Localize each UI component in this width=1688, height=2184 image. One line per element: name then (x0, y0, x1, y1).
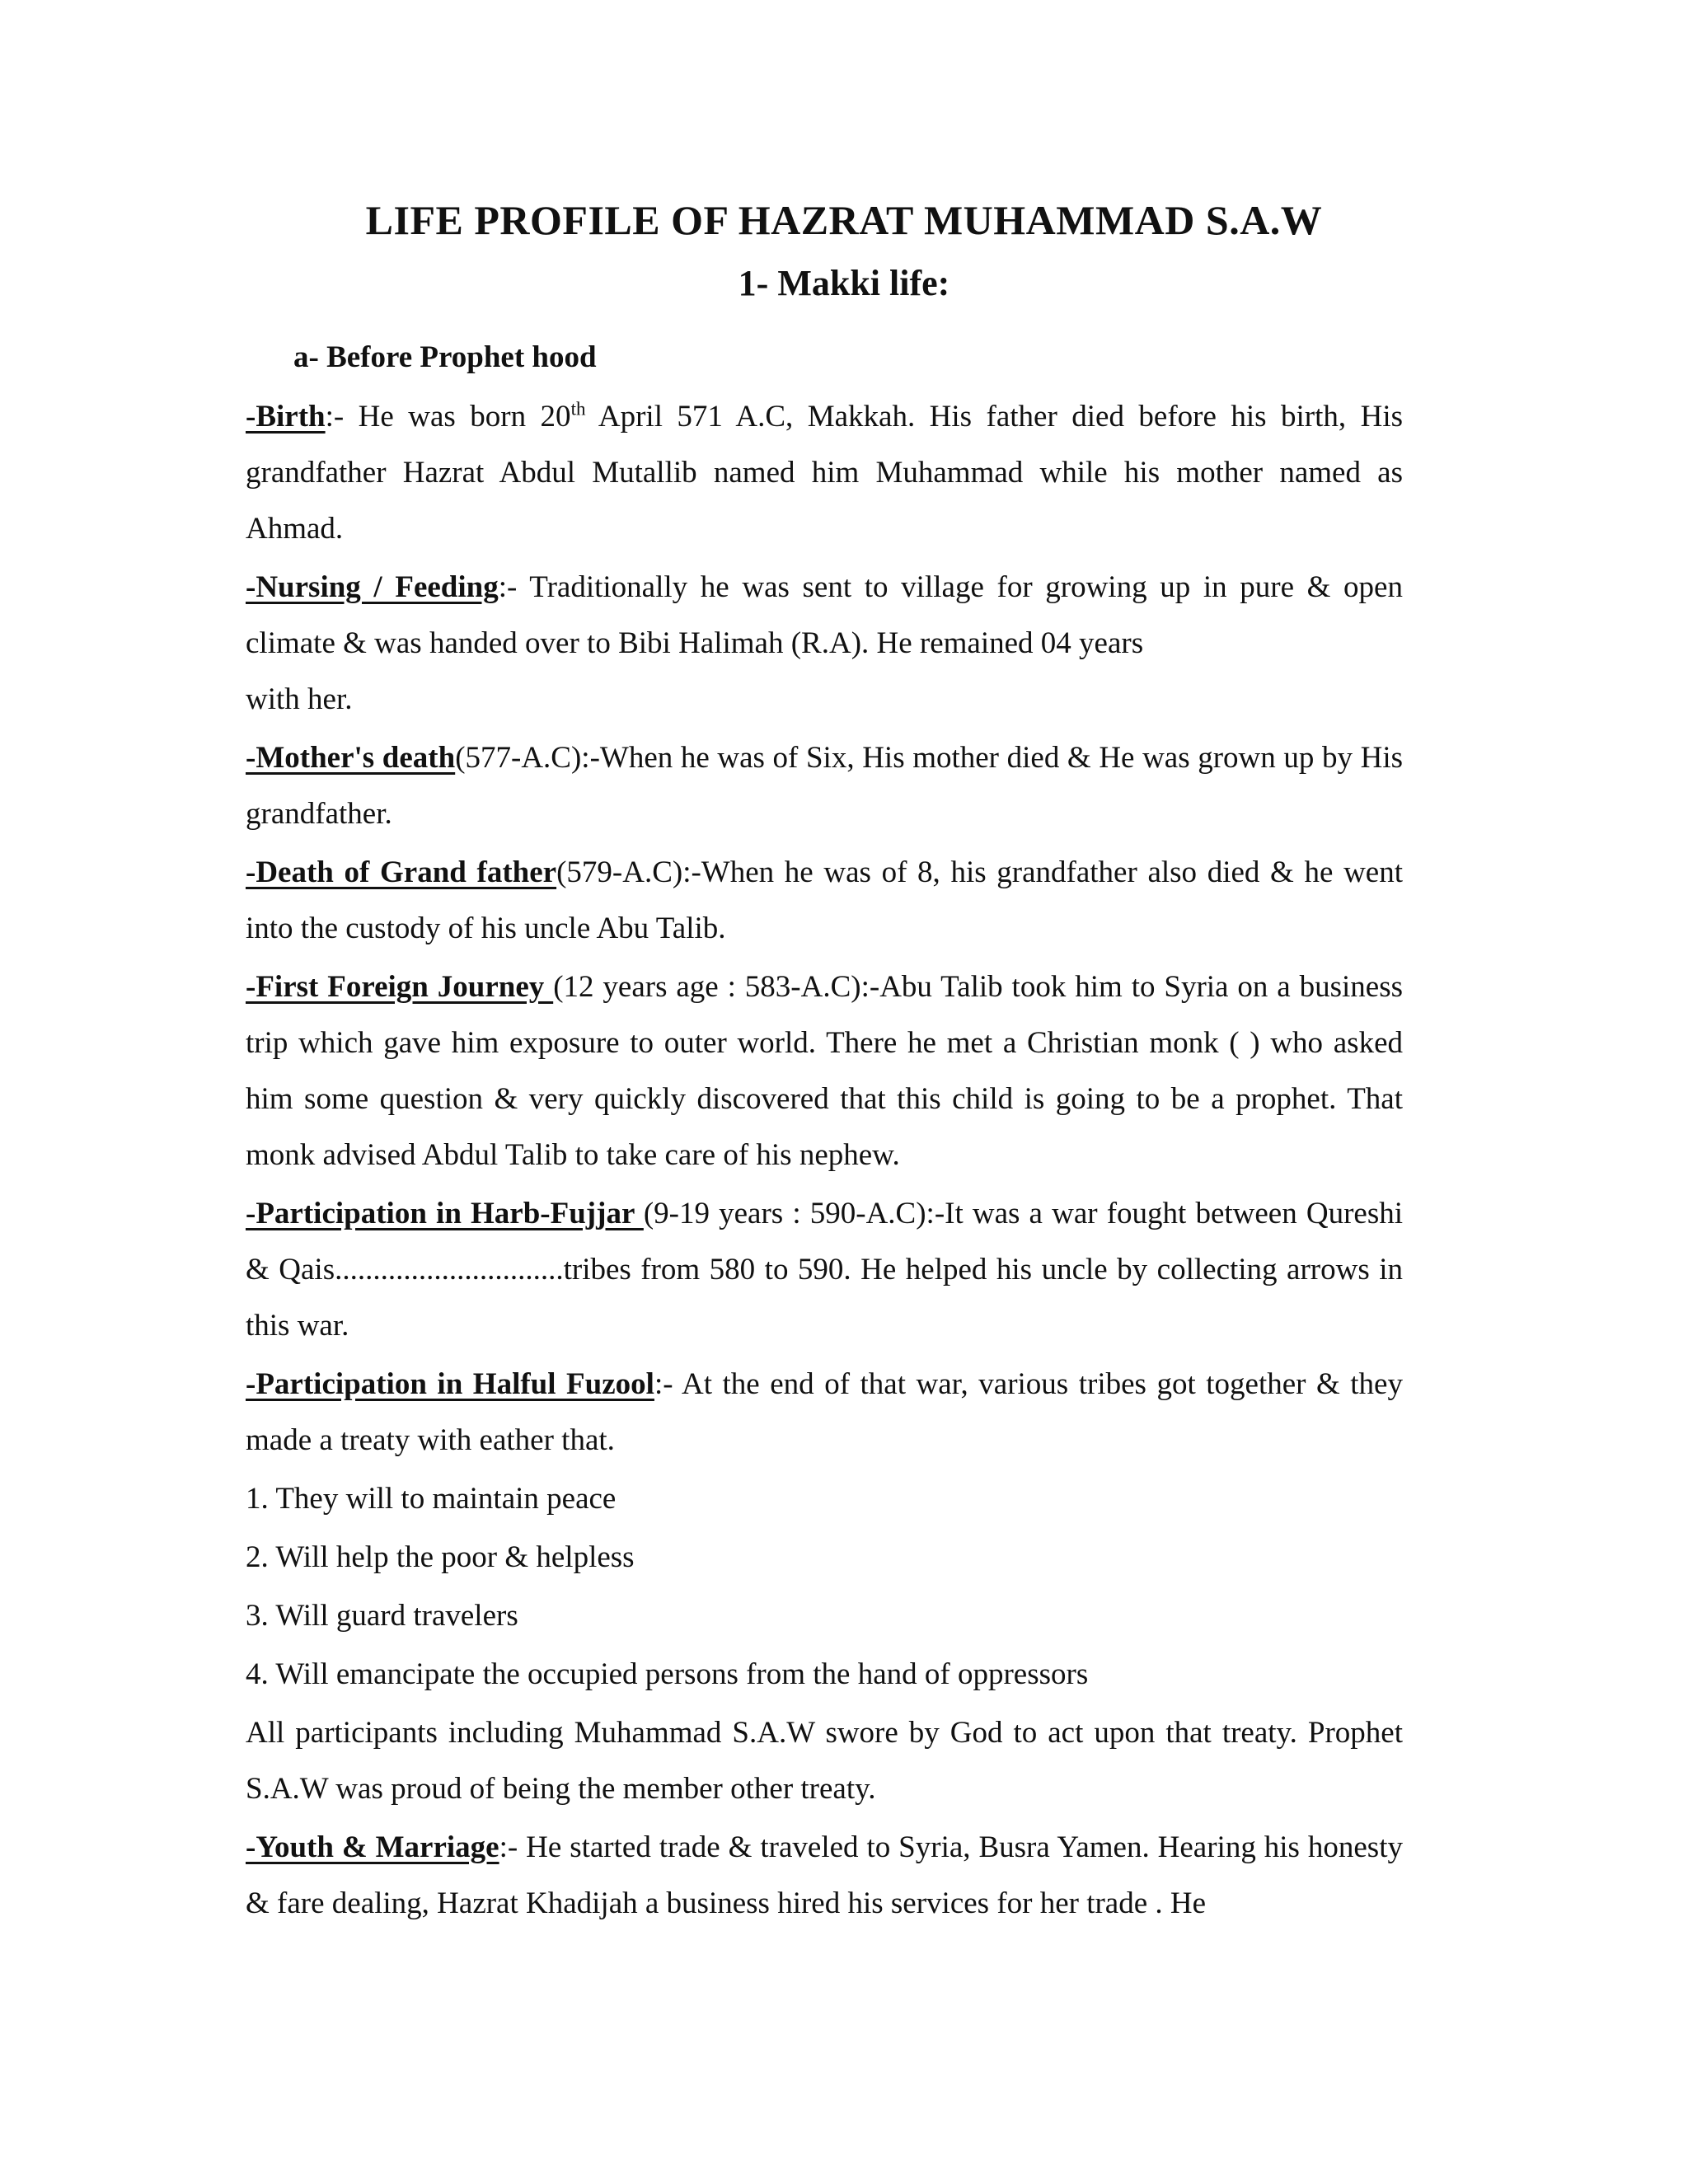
grandfather-death-text: (579-A.C):-When he was of 8, his grandfather also died & he went into the custody of his uncle Abu Talib. (246, 855, 1403, 945)
term-youth-marriage: -Youth & Marriage (246, 1830, 499, 1864)
page-title: LIFE PROFILE OF HAZRAT MUHAMMAD S.A.W (365, 197, 1323, 243)
term-harb-fujjar: -Participation in Harb-Fujjar (246, 1197, 644, 1230)
term-mothers-death: -Mother's death (246, 741, 456, 775)
treaty-point-4: 4. Will emancipate the occupied persons from the hand of oppressors (246, 1657, 1089, 1691)
term-halful-fuzool: -Participation in Halful Fuzool (246, 1367, 654, 1401)
paragraph-first-journey (246, 959, 1403, 1183)
nursing-text: :- Traditionally he was sent to village for growing up in pure & open climate & was handed over to Bibi Halimah (R.A). He remained 04 years (246, 570, 1403, 660)
birth-text-a: :- He was born 20 (325, 400, 571, 434)
section-heading: 1- Makki life: (738, 263, 950, 303)
term-nursing: -Nursing / Feeding (246, 570, 499, 604)
paragraph-halful-fuzool (246, 1357, 1403, 1469)
term-first-journey: -First Foreign Journey (246, 970, 554, 1004)
document-body (246, 389, 1403, 1934)
paragraph-grandfather-death (246, 845, 1403, 957)
paragraph-harb-fujjar (246, 1186, 1403, 1354)
first-journey-text: (12 years age : 583-A.C):-Abu Talib took him to Syria on a business trip which gave him exposure to outer world. There he met a Christian monk ( ) who asked him some question & very quickly discovered that this child is going to be a prophet. That monk advised Abdul Talib to take care of his nephew. (246, 970, 1403, 1172)
paragraph-birth (246, 389, 1403, 557)
term-grandfather-death: -Death of Grand father (246, 855, 557, 889)
mothers-death-text: (577-A.C):-When he was of Six, His mother died & He was grown up by His grandfather. (246, 741, 1403, 831)
paragraph-mothers-death (246, 730, 1403, 842)
paragraph-treaty-conclusion: All participants including Muhammad S.A.W swore by God to act upon that treaty. Prophet S.A.W was proud of being the member other treaty. (246, 1716, 1403, 1806)
birth-superscript: th (570, 398, 586, 419)
treaty-point-3: 3. Will guard travelers (246, 1599, 518, 1633)
term-birth: -Birth (246, 400, 326, 434)
harb-fujjar-text: (9-19 years : 590-A.C):-It was a war fought between Qureshi & Qais..............................tribes from 580 to 590. He helped his uncle by collecting arrows in this war. (246, 1197, 1403, 1343)
nursing-continuation: with her. (246, 682, 353, 716)
treaty-point-1: 1. They will to maintain peace (246, 1482, 617, 1516)
subsection-heading: a- Before Prophet hood (293, 340, 597, 374)
youth-marriage-text: :- He started trade & traveled to Syria, Busra Yamen. Hearing his honesty & fare dealing, Hazrat Khadijah a business hired his services for her trade . He (246, 1830, 1403, 1920)
treaty-point-2: 2. Will help the poor & helpless (246, 1540, 635, 1574)
birth-text-b: April 571 A.C, Makkah. His father died before his birth, His grandfather Hazrat Abdul Mutallib named him Muhammad while his mother named as Ahmad. (246, 400, 1403, 546)
halful-fuzool-text: :- At the end of that war, various tribes got together & they made a treaty with eather that. (246, 1367, 1403, 1457)
paragraph-youth-marriage (246, 1820, 1403, 1932)
paragraph-nursing (246, 560, 1403, 728)
